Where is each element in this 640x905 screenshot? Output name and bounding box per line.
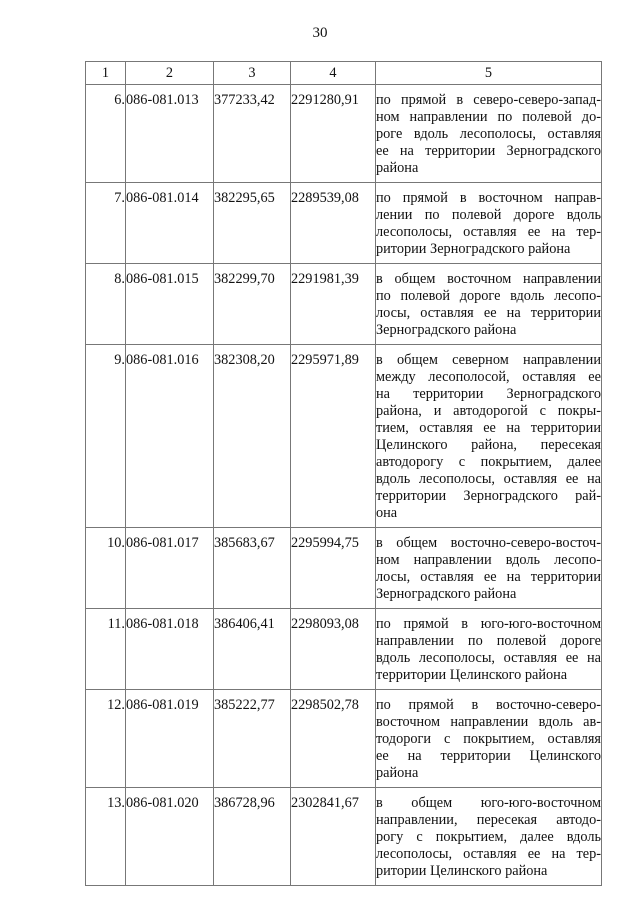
x-coordinate-cell: 382295,65 (214, 183, 291, 264)
description-line: между лесополосой, оставляя ее (376, 369, 601, 385)
table-header-row (86, 62, 602, 85)
row-number-cell: 11. (86, 609, 126, 690)
description-line: ее на территории Целинского (376, 748, 601, 764)
y-coordinate-cell: 2295971,89 (291, 345, 376, 528)
column-header-3: 3 (214, 62, 291, 85)
description-line: тодороги с покрытием, оставляя (376, 731, 601, 747)
description-line: она (376, 505, 398, 521)
description-line: по прямой в юго-юго-восточном (376, 616, 601, 632)
y-coordinate-cell: 2291981,39 (291, 264, 376, 345)
description-line: ритории Целинского района (376, 863, 548, 879)
point-code-cell: 086-081.016 (126, 345, 214, 528)
description-line: лосы, оставляя ее на территории (376, 305, 601, 321)
row-number-cell: 8. (86, 264, 126, 345)
y-coordinate-cell: 2298502,78 (291, 690, 376, 788)
point-code-cell: 086-081.018 (126, 609, 214, 690)
table-row (86, 609, 602, 690)
boundary-description-cell (376, 183, 602, 264)
description-line: вдоль лесополосы, оставляя ее на (376, 471, 601, 487)
description-line: территории Целинского района (376, 667, 568, 683)
description-line: района (376, 160, 419, 176)
y-coordinate-cell: 2289539,08 (291, 183, 376, 264)
description-line: района (376, 765, 419, 781)
description-line: ритории Зерноградского района (376, 241, 571, 257)
row-number-cell: 9. (86, 345, 126, 528)
x-coordinate-cell: 386406,41 (214, 609, 291, 690)
x-coordinate-cell: 386728,96 (214, 788, 291, 886)
table-row (86, 85, 602, 183)
description-line: вдоль лесополосы, оставляя ее на (376, 650, 601, 666)
description-line: по прямой в северо-северо-запад- (376, 92, 601, 108)
column-header-1: 1 (86, 62, 126, 85)
boundary-description-cell (376, 528, 602, 609)
description-line: Зерноградского района (376, 322, 517, 338)
y-coordinate-cell: 2291280,91 (291, 85, 376, 183)
description-line: по прямой в восточно-северо- (376, 697, 601, 713)
page-number: 30 (312, 25, 328, 41)
description-line: в общем северном направлении (376, 352, 601, 368)
description-line: лесополосы, оставляя ее на тер- (376, 846, 601, 862)
description-line: территории Зерноградского рай- (376, 488, 601, 504)
boundary-description-cell (376, 345, 602, 528)
description-line: тием, оставляя ее на территории (376, 420, 601, 436)
column-header-4: 4 (291, 62, 376, 85)
boundary-description-cell (376, 690, 602, 788)
x-coordinate-cell: 377233,42 (214, 85, 291, 183)
description-line: Целинского района, пересекая (376, 437, 601, 453)
x-coordinate-cell: 382308,20 (214, 345, 291, 528)
description-line: ном направлении по полевой до- (376, 109, 601, 125)
description-line: по полевой дороге вдоль лесопо- (376, 288, 601, 304)
point-code-cell: 086-081.015 (126, 264, 214, 345)
point-code-cell: 086-081.017 (126, 528, 214, 609)
description-line: по прямой в восточном направ- (376, 190, 601, 206)
column-header-5: 5 (376, 62, 602, 85)
boundary-description-cell (376, 609, 602, 690)
row-number-cell: 10. (86, 528, 126, 609)
x-coordinate-cell: 385222,77 (214, 690, 291, 788)
table-row (86, 690, 602, 788)
description-line: роге вдоль лесополосы, оставляя (376, 126, 601, 142)
table-row (86, 264, 602, 345)
description-line: на территории Зерноградского (376, 386, 601, 402)
description-line: лесополосы, оставляя ее на тер- (376, 224, 601, 240)
description-line: района, и автодорогой с покры- (376, 403, 601, 419)
description-line: в общем юго-юго-восточном (376, 795, 601, 811)
description-line: направлении по полевой дороге (376, 633, 601, 649)
point-code-cell: 086-081.020 (126, 788, 214, 886)
coordinates-table (85, 61, 602, 886)
description-line: в общем восточно-северо-восточ- (376, 535, 601, 551)
column-header-2: 2 (126, 62, 214, 85)
table-row (86, 183, 602, 264)
boundary-description-cell (376, 264, 602, 345)
row-number-cell: 6. (86, 85, 126, 183)
row-number-cell: 7. (86, 183, 126, 264)
point-code-cell: 086-081.013 (126, 85, 214, 183)
description-line: ном направлении вдоль лесопо- (376, 552, 601, 568)
description-line: Зерноградского района (376, 586, 517, 602)
table-row (86, 345, 602, 528)
row-number-cell: 13. (86, 788, 126, 886)
point-code-cell: 086-081.019 (126, 690, 214, 788)
x-coordinate-cell: 385683,67 (214, 528, 291, 609)
y-coordinate-cell: 2298093,08 (291, 609, 376, 690)
point-code-cell: 086-081.014 (126, 183, 214, 264)
table-body (86, 85, 602, 886)
row-number-cell: 12. (86, 690, 126, 788)
description-line: автодорогу с покрытием, далее (376, 454, 601, 470)
description-line: восточном направлении вдоль ав- (376, 714, 601, 730)
boundary-description-cell (376, 85, 602, 183)
description-line: рогу с покрытием, далее вдоль (376, 829, 601, 845)
y-coordinate-cell: 2295994,75 (291, 528, 376, 609)
description-line: ее на территории Зерноградского (376, 143, 601, 159)
table-row (86, 788, 602, 886)
description-line: лении по полевой дороге вдоль (376, 207, 601, 223)
description-line: в общем восточном направлении (376, 271, 601, 287)
x-coordinate-cell: 382299,70 (214, 264, 291, 345)
description-line: лосы, оставляя ее на территории (376, 569, 601, 585)
description-line: направлении, пересекая автодо- (376, 812, 601, 828)
y-coordinate-cell: 2302841,67 (291, 788, 376, 886)
table-row (86, 528, 602, 609)
boundary-description-cell (376, 788, 602, 886)
